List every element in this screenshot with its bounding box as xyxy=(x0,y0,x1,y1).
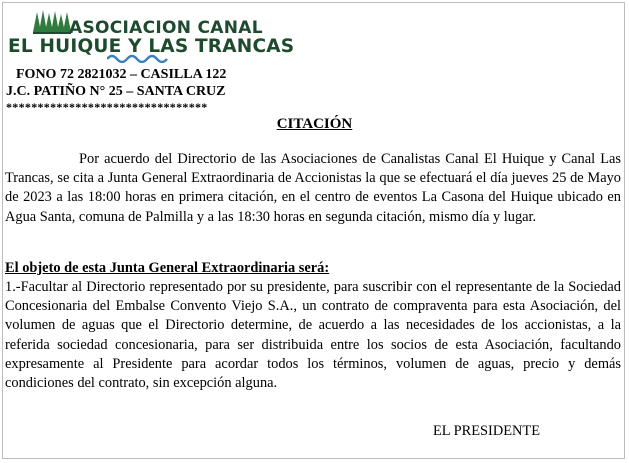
letterhead xyxy=(6,8,306,114)
water-waves-icon xyxy=(107,53,169,63)
logo-line-1: ASOCIACION CANAL xyxy=(69,18,263,38)
document-title: CITACIÓN xyxy=(276,116,353,132)
objective-heading: El objeto de esta Junta General Extraordinaria será: xyxy=(5,260,330,276)
body-paragraph-1-container xyxy=(5,150,621,227)
logo-line-2: EL HUIQUE Y LAS TRANCAS xyxy=(8,36,295,57)
pine-trees-logo-icon xyxy=(33,10,73,36)
body-paragraph-1: Por acuerdo del Directorio de las Asociaciones de Canalistas Canal El Huique y Canal Las Trancas, se cita a Junta General Extraordinaria de Accionistas la que se efectuará el día jueves 25 de Mayo de 2023 a las 18:00 horas en primera citación, en el centro de eventos La Casona del Huique ubicado en Agua Santa, comuna de Palmilla y a las 18:30 horas en segunda citación, mismo día y lugar. xyxy=(5,151,621,225)
asterisk-separator: ******************************** xyxy=(6,100,208,114)
contact-line: FONO 72 2821032 – CASILLA 122 xyxy=(16,67,227,82)
body-paragraph-2: 1.-Facultar al Directorio representado por su presidente, para suscribir con el representante de la Sociedad Concesionaria del Embalse Convento Viejo S.A., un contrato de compraventa para esta Asociación, del volumen de aguas que el Directorio determine, de acuerdo a las necesidades de los accionistas, a la referida sociedad concesionaria, para ser distribuida entre los socios de esta Asociación, facultando expresamente al Presidente para acordar todos los términos, volumen de aguas, precio y demás condiciones del contrato, sin excepción alguna. xyxy=(5,279,621,392)
signature-line: EL PRESIDENTE xyxy=(433,423,540,439)
address-line: J.C. PATIÑO N° 25 – SANTA CRUZ xyxy=(6,84,226,99)
